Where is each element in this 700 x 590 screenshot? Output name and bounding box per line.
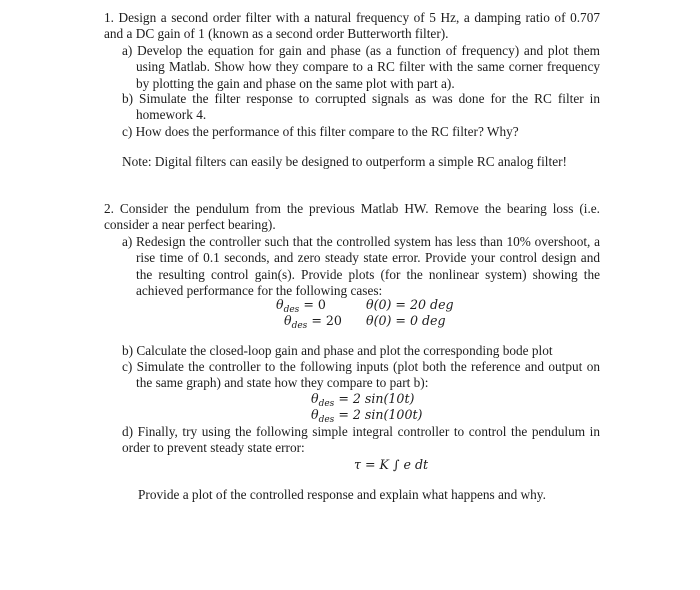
case-1-initial: θ(0) = 20 deg [366,297,454,312]
case-2-equation: $\theta_{des} = 20$ [284,313,342,331]
q2-part-a: a) Redesign the controller such that the controlled system has less than 10% overshoot, a rise time of 0.1 seconds, and zero steady state error. Provide your control design and the resulting control gain(s). Provide plots (for the nonlinear system) showing the achieved performance for the following cases: [122,234,600,299]
case-2-initial: θ(0) = 0 deg [366,313,446,328]
q1-part-c: c) How does the performance of this filter compare to the RC filter? Why? [122,124,519,139]
input-2-equation: $\theta_{des} = 2$ sin(100t) [311,407,423,425]
q2-part-c: c) Simulate the controller to the following inputs (plot both the reference and output on the same graph) and state how they compare to part b): [122,359,600,391]
q1-part-a: a) Develop the equation for gain and phase (as a function of frequency) and plot them using Matlab. Show how they compare to a RC filter with the same corner frequency by plotting the gain and phase on the same plot with part a). [122,43,600,91]
q1-stem: 1. Design a second order filter with a natural frequency of 5 Hz, a damping ratio of 0.707 and a DC gain of 1 (known as a second order Butterworth filter). [104,10,600,42]
q1-note: Note: Digital filters can easily be designed to outperform a simple RC analog filter! [122,154,567,169]
q2-stem: 2. Consider the pendulum from the previous Matlab HW. Remove the bearing loss (i.e. consider a near perfect bearing). [104,201,600,233]
case-1-equation: $\theta_{des} = 0$ [276,297,326,315]
q2-closing: Provide a plot of the controlled response and explain what happens and why. [138,487,546,502]
input-1-equation: $\theta_{des} = 2$ sin(10t) [311,391,415,409]
q2-part-d: d) Finally, try using the following simple integral controller to control the pendulum in order to prevent steady state error: [122,424,600,456]
question-1 [104,10,600,43]
question-2 [104,201,600,234]
q1-part-b: b) Simulate the filter response to corrupted signals as was done for the RC filter in homework 4. [122,91,600,123]
integral-controller-equation: τ = K ∫ e dt [354,457,429,472]
q2-part-b: b) Calculate the closed-loop gain and phase and plot the corresponding bode plot [122,343,553,358]
